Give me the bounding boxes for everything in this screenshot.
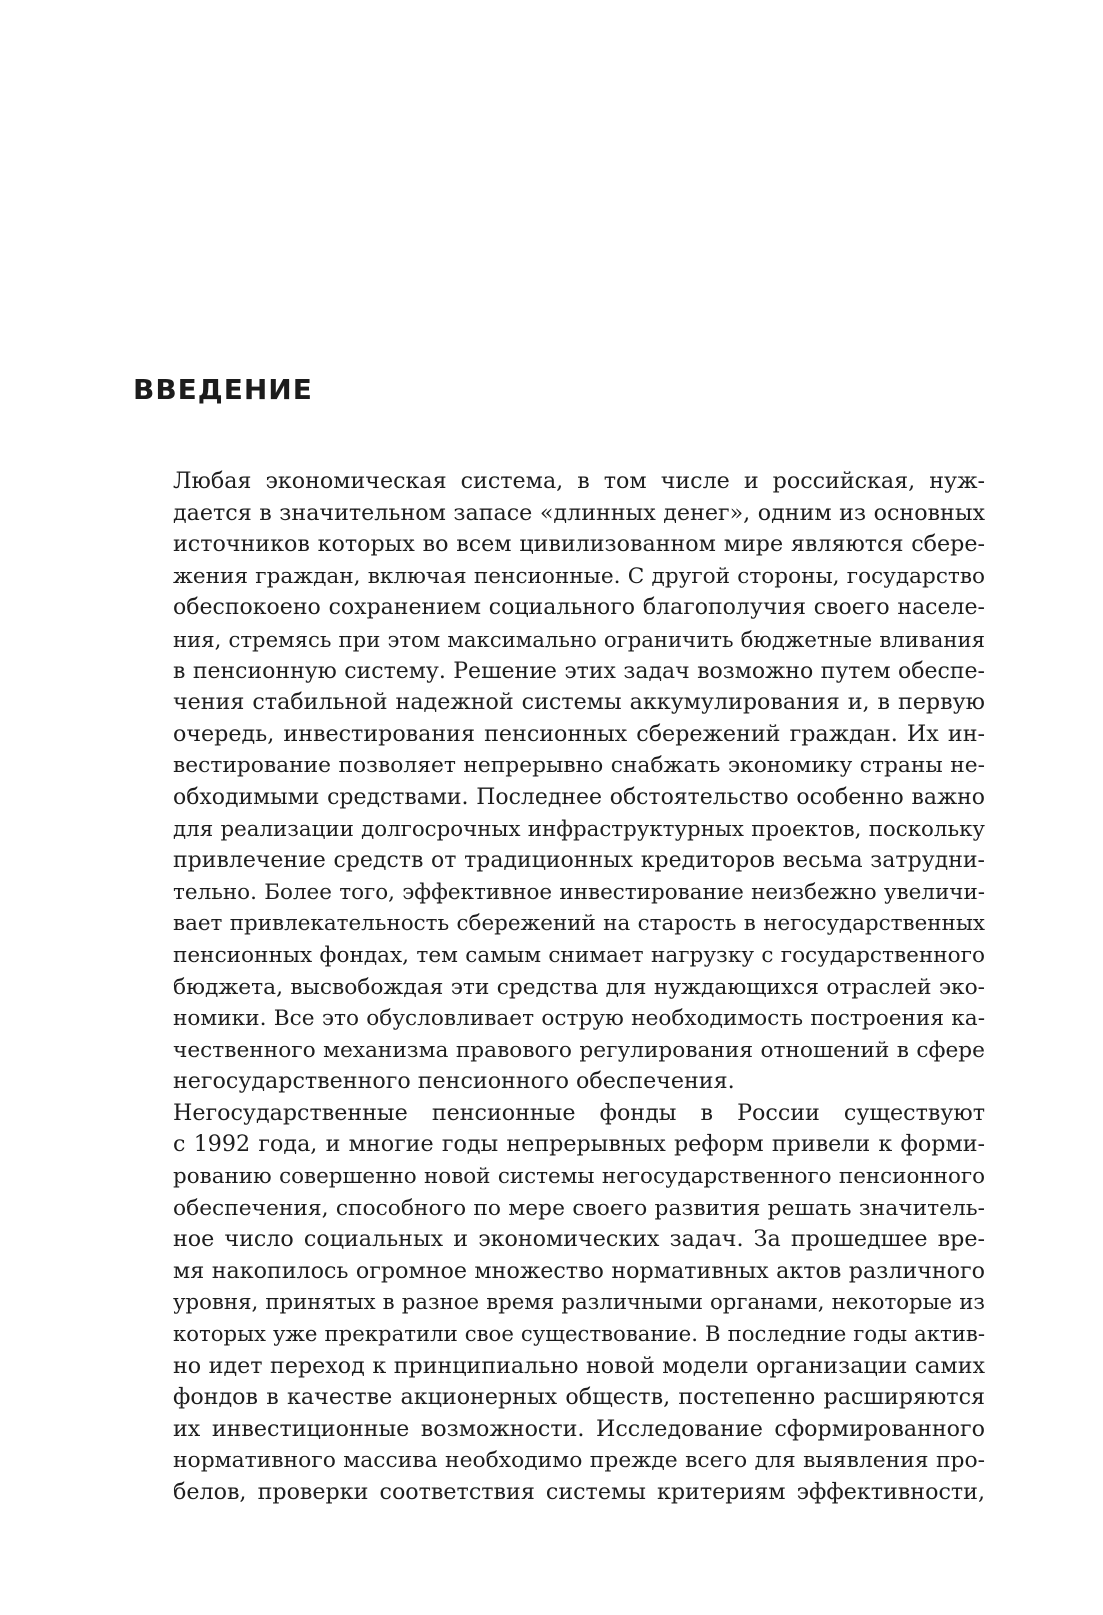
text-line: Любая экономическая система, в том числе и российская, нуж- bbox=[173, 468, 985, 494]
text-line: вестирование позволяет непрерывно снабжать экономику страны не- bbox=[173, 753, 985, 779]
text-line: бюджета, высвобождая эти средства для нуждающихся отраслей эко- bbox=[173, 974, 985, 1000]
text-line: чения стабильной надежной системы аккумулирования и, в первую bbox=[173, 689, 985, 716]
text-line: ния, стремясь при этом максимально ограничить бюджетные вливания bbox=[173, 626, 985, 652]
text-line: тельно. Более того, эффективное инвестирование неизбежно увеличи- bbox=[173, 879, 985, 905]
text-line: белов, проверки соответствия системы критериям эффективности, bbox=[173, 1479, 985, 1505]
text-line: дается в значительном запасе «длинных денег», одним из основных bbox=[173, 499, 985, 526]
chapter-heading: ВВЕДЕНИЕ bbox=[133, 373, 313, 406]
text-line: негосударственного пенсионного обеспечения. bbox=[173, 1068, 735, 1095]
text-line: в пенсионную систему. Решение этих задач возможно путем обеспе- bbox=[173, 658, 985, 684]
text-line: обходимыми средствами. Последнее обстоятельство особенно важно bbox=[173, 784, 985, 810]
text-line: нормативного массива необходимо прежде всего для выявления про- bbox=[173, 1448, 985, 1474]
text-line: пенсионных фондах, тем самым снимает нагрузку с государственного bbox=[173, 942, 985, 968]
text-line: уровня, принятых в разное время различными органами, некоторые из bbox=[173, 1290, 985, 1316]
body-text bbox=[133, 466, 985, 1509]
text-line: обеспокоено сохранением социального благополучия своего населе- bbox=[173, 595, 985, 621]
paragraph-2 bbox=[133, 1098, 985, 1509]
text-line: вает привлекательность сбережений на старость в негосударственных bbox=[173, 911, 985, 937]
text-line: чественного механизма правового регулирования отношений в сфере bbox=[173, 1037, 985, 1063]
text-line: для реализации долгосрочных инфраструктурных проектов, поскольку bbox=[173, 816, 985, 842]
text-line: Негосударственные пенсионные фонды в России существуют bbox=[173, 1099, 985, 1126]
text-line: с 1992 года, и многие годы непрерывных реформ привели к форми- bbox=[173, 1131, 985, 1158]
text-line: источников которых во всем цивилизованном мире являются сбере- bbox=[173, 531, 985, 558]
text-line: фондов в качестве акционерных обществ, постепенно расширяются bbox=[173, 1384, 985, 1411]
text-line: жения граждан, включая пенсионные. С другой стороны, государство bbox=[173, 563, 985, 589]
text-line: привлечение средств от традиционных кредиторов весьма затрудни- bbox=[173, 848, 985, 874]
text-line: номики. Все это обусловливает острую необходимость построения ка- bbox=[173, 1006, 985, 1032]
text-line: их инвестиционные возможности. Исследование сформированного bbox=[173, 1415, 985, 1442]
text-line: но идет переход к принципиально новой модели организации самих bbox=[173, 1352, 985, 1379]
text-line: обеспечения, способного по мере своего развития решать значитель- bbox=[173, 1195, 985, 1221]
text-line: рованию совершенно новой системы негосударственного пенсионного bbox=[173, 1164, 985, 1190]
text-line: мя накопилось огромное множество нормативных актов различного bbox=[173, 1257, 985, 1284]
text-line: которых уже прекратили свое существование. В последние годы актив- bbox=[173, 1322, 985, 1348]
paragraph-1 bbox=[133, 466, 985, 1098]
text-line: очередь, инвестирования пенсионных сбережений граждан. Их ин- bbox=[173, 720, 985, 747]
text-line: ное число социальных и экономических задач. За прошедшее вре- bbox=[173, 1226, 985, 1253]
